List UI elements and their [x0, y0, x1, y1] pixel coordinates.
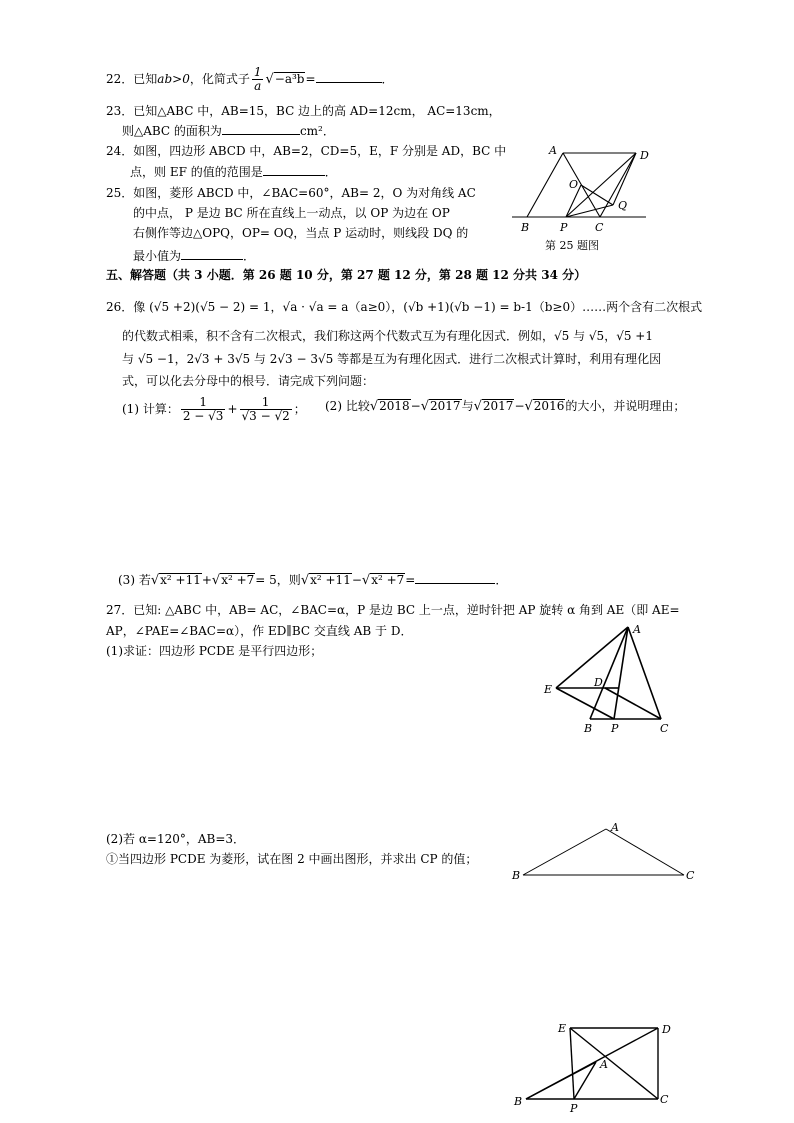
question-23	[106, 104, 501, 119]
answer-blank[interactable]	[316, 70, 382, 83]
label-c: C	[686, 869, 695, 882]
question-23-line2: 则△ABC 的面积为 cm²．	[122, 124, 335, 138]
answer-blank[interactable]	[181, 247, 243, 260]
segment-ep	[556, 688, 614, 719]
fraction: $\frac{1}{a}$	[253, 65, 262, 93]
radical-sign: √	[211, 573, 221, 588]
question-text: ，化简式子	[189, 72, 250, 86]
segment-ap	[614, 627, 628, 719]
label-b: B	[521, 221, 530, 234]
question-text: 已知	[133, 72, 158, 86]
question-27-part-2-1: ①当四边形 PCDE 为菱形，试在图 2 中画出图形，并求出 CP 的值；	[106, 852, 478, 866]
question-text: 如图，四边形 ABCD 中，AB=2，CD=5，E，F 分别是 AD，BC 中	[133, 144, 507, 158]
label-e: E	[558, 1022, 567, 1035]
fraction: $\frac{1}{√3 - √2}$	[241, 395, 290, 423]
radical-sign: √	[150, 573, 160, 588]
question-number: 25．	[106, 186, 134, 200]
question-text: 已知△ABC 中，AB=15，BC 边上的高 AD=12cm， AC=13cm，	[133, 104, 501, 118]
question-number: 23．	[106, 104, 134, 118]
question-25-line4: 最小值为 ．	[133, 249, 256, 263]
segment-ab	[527, 153, 563, 217]
question-number: 22．	[106, 72, 134, 86]
label-b: B	[512, 869, 521, 882]
label-p: P	[611, 722, 619, 735]
radical-sign: √	[265, 72, 274, 87]
question-22: 22．已知ab>0，化简式子 $\frac{1}{a}$ √−a³b= ．	[106, 65, 394, 93]
question-number: 27．	[106, 603, 134, 617]
figure-25-caption: 第 25 题图	[545, 239, 599, 252]
segment-ac	[628, 627, 661, 719]
question-27-line2: AP，∠PAE=∠BAC=α），作 ED∥BC 交直线 AB 于 D．	[106, 624, 413, 638]
answer-blank[interactable]	[222, 122, 300, 135]
label-a: A	[549, 144, 557, 157]
section-title: 五、解答题（共 3 小题．第 26 题 10 分，第 27 题 12 分，第 28 题 12 分共 34 分）	[106, 268, 587, 282]
question-26: 26．像 (√5 +2)(√5 − 2) = 1，√a · √a = a（a≥0），(√b +1)(√b −1) = b-1（b≥0）……两个含有二次根式	[106, 300, 703, 314]
label-e: E	[544, 683, 553, 696]
label-a: A	[600, 1058, 608, 1071]
question-24-line2: 点，则 EF 的值的范围是 ．	[130, 165, 337, 179]
segment-ec	[570, 1028, 658, 1099]
segment-ab	[590, 627, 628, 719]
radical-sign: √	[300, 573, 310, 588]
label-d: D	[594, 676, 603, 689]
label-a: A	[611, 821, 619, 834]
question-27: 27．已知: △ABC 中，AB= AC，∠BAC=α，P 是边 BC 上一点，逆时针把 AP 旋转 α 角到 AE（即 AE=	[106, 603, 680, 617]
question-text: 如图，菱形 ABCD 中，∠BAC=60°，AB= 2，O 为对角线 AC	[133, 186, 476, 200]
question-27-part-1: (1)求证：四边形 PCDE 是平行四边形；	[106, 644, 323, 658]
question-26-line4: 式，可以化去分母中的根号．请完成下列问题：	[122, 374, 375, 388]
figure-27-triangle-rotation	[540, 620, 680, 738]
radical-sign: √	[524, 399, 533, 414]
label-o: O	[569, 178, 579, 191]
label-c: C	[595, 221, 604, 234]
question-number: 24．	[106, 144, 134, 158]
label-q: Q	[618, 199, 628, 212]
label-c: C	[660, 1093, 669, 1106]
question-number: 26．	[106, 300, 134, 314]
label-b: B	[514, 1095, 523, 1108]
segment-ac	[606, 829, 684, 875]
label-c: C	[660, 722, 669, 735]
segment-dc	[605, 688, 661, 719]
figure-27-blank-triangle	[510, 820, 700, 885]
question-26-part-1: (1) 计算： $\frac{1}{2 - √3}$ + $\frac{1}{√3 - √2}$ ；	[122, 395, 306, 423]
fraction: $\frac{1}{2 - √3}$	[182, 395, 224, 423]
answer-blank[interactable]	[263, 163, 325, 176]
answer-blank[interactable]	[415, 571, 495, 584]
segment-ab	[523, 829, 606, 875]
question-25-line2: 的中点， P 是边 BC 所在直线上一动点，以 OP 为边在 OP	[133, 206, 450, 220]
equals-sign: =	[305, 72, 316, 86]
segment-ep	[570, 1028, 574, 1099]
radical-sign: √	[369, 399, 379, 414]
question-24	[106, 144, 506, 159]
question-25	[106, 186, 476, 201]
question-25-line3: 右侧作等边△OPQ，OP= OQ，当点 P 运动时，则线段 DQ 的	[133, 226, 469, 240]
radicand: −a³b	[274, 72, 305, 86]
figure-27-rhombus-solution	[510, 1020, 680, 1115]
radical-sign: √	[473, 399, 482, 414]
label-d: D	[662, 1023, 671, 1036]
label-p: P	[560, 221, 568, 234]
segment-dq	[613, 153, 636, 205]
label-p: P	[570, 1102, 578, 1115]
radical-sign: √	[361, 573, 371, 588]
radical-sign: √	[420, 399, 430, 414]
label-b: B	[584, 722, 593, 735]
question-26-part-3: (3) 若√x² +11+√x² +7= 5，则√x² +11−√x² +7= ．	[118, 573, 508, 588]
segment-ae	[556, 627, 628, 688]
question-26-part-2: (2) 比较√2018−√2017与√2017−√2016的大小，并说明理由；	[325, 399, 686, 414]
question-27-part-2: (2)若 α=120°，AB=3．	[106, 832, 246, 846]
question-26-line2: 的代数式相乘，积不含有二次根式，我们称这两个代数式互为有理化因式．例如，√5 与 √5，√5 +1	[122, 329, 653, 343]
condition: ab>0	[157, 72, 190, 86]
label-a: A	[633, 623, 641, 636]
label-d: D	[640, 149, 649, 162]
question-26-line3: 与 √5 −1，2√3 + 3√5 与 2√3 − 3√5 等都是互为有理化因式．进行二次根式计算时，利用有理化因	[122, 352, 662, 366]
